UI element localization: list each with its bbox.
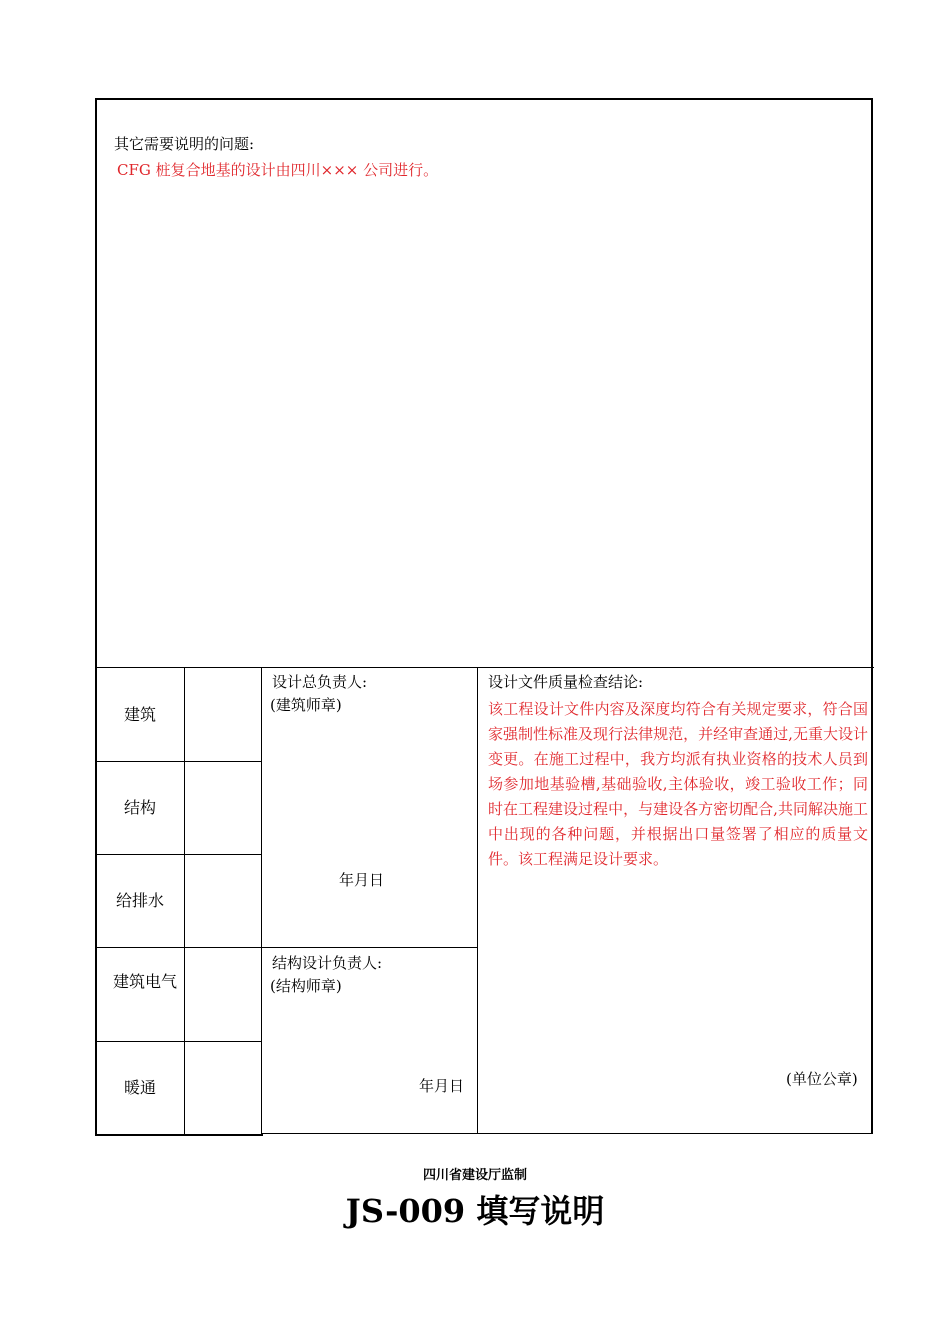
notes-text: CFG 桩复合地基的设计由四川××× 公司进行。 [117,161,439,179]
table-top-border [95,667,874,668]
document-title: JS-009 填写说明 [345,1192,605,1230]
notes-label: 其它需要说明的问题: [114,135,255,153]
structural-seal-label: (结构师章) [270,977,342,995]
structural-date: 年月日 [419,1077,465,1095]
chief-designer-label: 设计总负责人: [272,673,368,691]
notes-frame [95,98,873,668]
quality-check-title: 设计文件质量检查结论: [488,673,644,691]
discipline-structure: 结构 [123,798,156,817]
table-bottom-border-left [95,1134,263,1136]
row-divider-3 [95,947,478,948]
structural-designer-label: 结构设计负责人: [272,954,383,972]
col-divider-3 [477,667,478,1134]
row-divider-4 [95,1041,262,1042]
unit-seal-label: (单位公章) [786,1070,858,1088]
architect-seal-label: (建筑师章) [270,696,342,714]
table-bottom-border-right [261,1133,873,1134]
discipline-architecture: 建筑 [123,705,156,724]
architect-date: 年月日 [339,871,385,889]
discipline-plumbing: 给排水 [115,891,164,910]
discipline-hvac: 暖通 [123,1078,156,1097]
col-divider-2 [261,667,262,1136]
table-right-border [871,667,873,1134]
row-divider-2 [95,854,262,855]
quality-conclusion-text: 该工程设计文件内容及深度均符合有关规定要求，符合国家强制性标准及现行法律规范，并经审查通过,无重大设计变更。在施工过程中，我方均派有执业资格的技术人员到场参加地基验槽,基础验收,主体验收，竣工验收工作；同时在工程建设过程中，与建设各方密切配合,共同解决施工中出现的各种问题，并根据出口量签署了相应的质量文件。该工程满足设计要求。 [488,700,868,868]
row-divider-1 [95,761,262,762]
discipline-electrical: 建筑电气 [112,972,177,991]
supervisor-line: 四川省建设厅监制 [422,1168,527,1183]
